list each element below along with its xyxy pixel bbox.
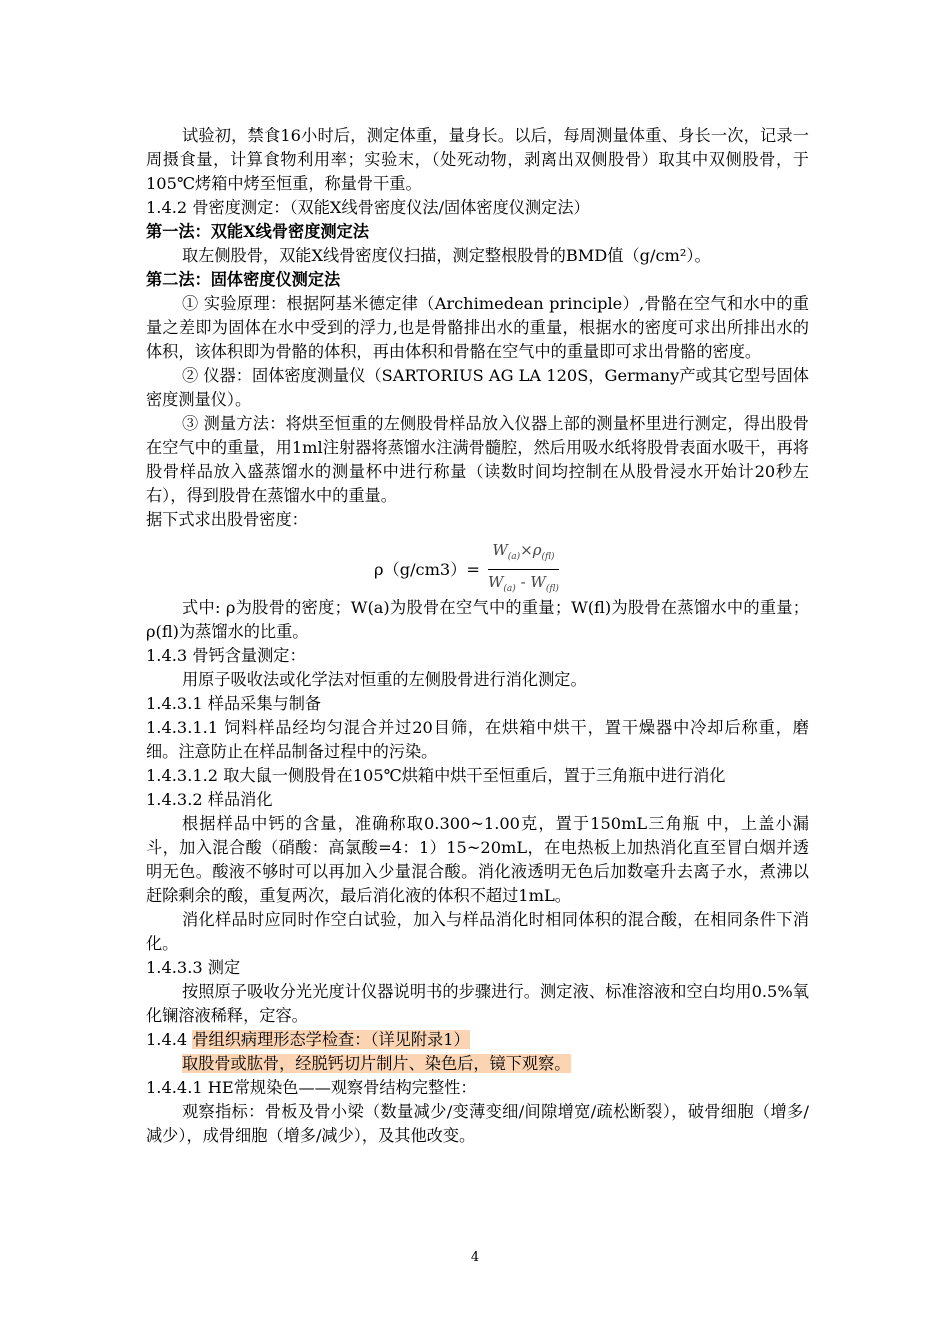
paragraph-blank-test: 消化样品时应同时作空白试验，加入与样品消化时相同体积的混合酸，在相同条件下消化。 xyxy=(146,910,809,953)
paragraph-method: ③ 测量方法：将烘至恒重的左侧股骨样品放入仪器上部的测量杯里进行测定，得出股骨在空气中的重量，用1ml注射器将蒸馏水注满骨髓腔，然后用吸水纸将股骨表面水吸干，再将股骨样品放入盛蒸馏水的测量杯中进行称量（读数时间均控制在从股骨浸水开始计20秒左右），得到股骨在蒸馏水中的重量。 xyxy=(146,414,809,505)
paragraph-formula-legend: 式中: ρ为股骨的密度；W(a)为股骨在空气中的重量；W(fl)为股骨在蒸馏水中的重量；ρ(fl)为蒸馏水的比重。 xyxy=(146,598,809,641)
page-number: 4 xyxy=(470,1250,480,1265)
document-body xyxy=(146,124,809,1148)
heading-method-1: 第一法：双能X线骨密度测定法 xyxy=(146,222,369,241)
formula-numerator: $W_{(a)}\times\rho_{(fl)}$ xyxy=(488,540,558,570)
heading-1-4-2: 1.4.2 骨密度测定：（双能X线骨密度仪法/固体密度仪测定法） xyxy=(146,198,590,217)
paragraph-indicators: 观察指标：骨板及骨小梁（数量减少/变薄变细/间隙增宽/疏松断裂），破骨细胞（增多/减少），成骨细胞（增多/减少），及其他改变。 xyxy=(146,1102,809,1145)
formula-denominator: $W_{(a)} - W_{(fl)}$ xyxy=(488,573,559,594)
heading-1-4-3: 1.4.3 骨钙含量测定： xyxy=(146,646,306,665)
heading-method-2: 第二法：固体密度仪测定法 xyxy=(146,270,341,289)
heading-1-4-4-highlight: 骨组织病理形态学检查：（详见附录1） xyxy=(192,1030,470,1049)
paragraph-intro: 试验初，禁食16小时后，测定体重，量身长。以后，每周测量体重、身长一次，记录一周摄食量，计算食物利用率；实验末，（处死动物，剥离出双侧股骨）取其中双侧股骨，于105℃烤箱中烤至恒重，称量骨干重。 xyxy=(146,126,809,193)
density-formula xyxy=(374,540,563,599)
heading-1-4-4-number: 1.4.4 xyxy=(146,1030,193,1049)
heading-1-4-4 xyxy=(146,1028,809,1052)
paragraph-principle: ① 实验原理：根据阿基米德定律（Archimedean principle）,骨骼在空气和水中的重量之差即为固体在水中受到的浮力,也是骨骼排出水的重量，根据水的密度可求出所排出水的体积，该体积即为骨骼的体积，再由体积和骨骼在空气中的重量即可求出骨骼的密度。 xyxy=(146,294,809,361)
paragraph-histology-highlight: 取股骨或肱骨，经脱钙切片制片、染色后，镜下观察。 xyxy=(182,1054,571,1073)
heading-1-4-3-2: 1.4.3.2 样品消化 xyxy=(146,790,273,809)
paragraph-formula-intro: 据下式求出股骨密度： xyxy=(146,510,308,529)
paragraph-calcium-method: 用原子吸收法或化学法对恒重的左侧股骨进行消化测定。 xyxy=(182,670,587,689)
heading-1-4-3-3: 1.4.3.3 测定 xyxy=(146,958,241,977)
paragraph-digestion: 根据样品中钙的含量，准确称取0.300~1.00克，置于150mL三角瓶 中，上盖小漏斗，加入混合酸（硝酸：高氯酸=4：1）15~20mL，在电热板上加热消化直至冒白烟并透明无色。酸液不够时可以再加入少量混合酸。消化液透明无色后加数毫升去离子水，煮沸以赶除剩余的酸，重复两次，最后消化液的体积不超过1mL。 xyxy=(146,814,809,905)
formula-lhs: ρ（g/cm3）= xyxy=(374,559,480,579)
formula-fraction xyxy=(484,540,563,599)
paragraph-instrument: ② 仪器：固体密度测量仪（SARTORIUS AG LA 120S，Germany产或其它型号固体密度测量仪）。 xyxy=(146,366,809,409)
heading-1-4-3-1: 1.4.3.1 样品采集与制备 xyxy=(146,694,322,713)
paragraph-histology xyxy=(146,1052,809,1076)
paragraph-1-4-3-1-1: 1.4.3.1.1 饲料样品经均匀混合并过20目筛，在烘箱中烘干，置干燥器中冷却后称重，磨细。注意防止在样品制备过程中的污染。 xyxy=(146,718,809,761)
paragraph-method-1: 取左侧股骨，双能X线骨密度仪扫描，测定整根股骨的BMD值（g/cm²）。 xyxy=(182,246,711,265)
paragraph-1-4-3-1-2: 1.4.3.1.2 取大鼠一侧股骨在105℃烘箱中烘干至恒重后，置于三角瓶中进行消化 xyxy=(146,766,726,785)
formula-block xyxy=(146,532,809,596)
paragraph-measure: 按照原子吸收分光光度计仪器说明书的步骤进行。测定液、标准溶液和空白均用0.5%氧化镧溶液稀释，定容。 xyxy=(146,982,809,1025)
heading-1-4-4-1: 1.4.4.1 HE常规染色——观察骨结构完整性： xyxy=(146,1078,477,1097)
